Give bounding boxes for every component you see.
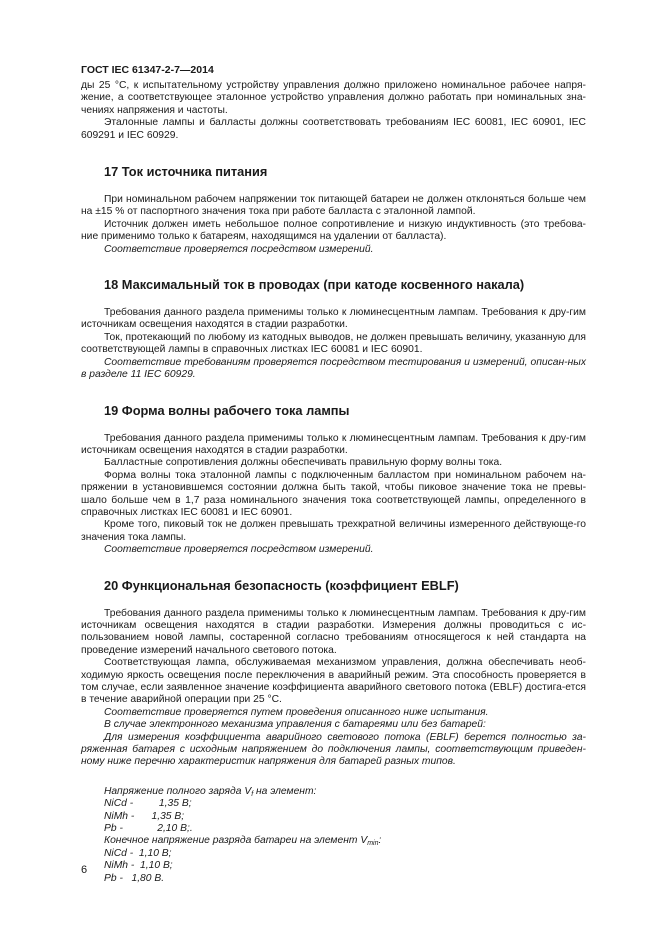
paragraph: Для измерения коэффициента аварийного светового потока (EBLF) берется полностью за-ряженная батарея с исходным напряжением до подключения лампы, соответствующим приведен-ному ниже перечню характеристик напряжения для батарей разных типов. [81,731,586,768]
paragraph: В случае электронного механизма управления с батареями или без батарей: [104,719,486,731]
list-item: NiMh - 1,10 В; [104,860,173,872]
compliance-note: Соответствие проверяется путем проведения описанного ниже испытания. [104,706,489,718]
compliance-note: Соответствие требованиям проверяется посредством тестирования и измерений, описан-ных в разделе 11 IEC 60929. [81,356,586,381]
section-18-title: 18 Максимальный ток в проводах (при катоде косвенного накала) [104,277,525,293]
paragraph: Источник должен иметь небольшое полное сопротивление и низкую индуктивность (это требова-ние применимо только к батареям, находящимся на удалении от балласта). [81,218,586,243]
list-item: Pb - 1,80 В. [104,872,165,884]
section-19-title: 19 Форма волны рабочего тока лампы [104,402,350,418]
list-item: NiMh - 1,35 В; [104,810,185,822]
paragraph: Соответствующая лампа, обслуживаемая механизмом управления, должна обеспечивать необ-ходимую яркость освещения после переключения в аварийный режим. Эта способность проверяется в том случае, если заявленное значение коэффициента аварийного светового потока (EBLF) достига-ется в течение аварийной операции при 25 °С. [81,657,586,706]
list-label: Конечное напряжение разряда батареи на элемент $V_{min}$: [104,835,382,848]
charge-voltage-list [104,786,586,885]
list-label: Напряжение полного заряда $V_f$ на элемент: [104,785,317,798]
compliance-note: Соответствие проверяется посредством измерений. [104,544,374,556]
paragraph: При номинальном рабочем напряжении ток питающей батареи не должен отклоняться больше чем на ±15 % от паспортного значения тока при работе балласта с эталонной лампой. [81,194,586,218]
paragraph: Кроме того, пиковый ток не должен превышать трехкратной величины измеренного действующе-го значения тока лампы. [81,519,586,543]
paragraph: Требования данного раздела применимы только к люминесцентным лампам. Требования к дру-гим источникам освещения находятся в стадии разработки. [81,432,586,456]
paragraph: Ток, протекающий по любому из катодных выводов, не должен превышать величину, указанную для соответствующей лампы в справочных листках IEC 60081 и IEC 60901. [81,331,586,356]
paragraph: Требования данного раздела применимы только к люминесцентным лампам. Требования к дру-гим источникам освещения находятся в стадии разработки. Измерения должны проводиться с ис-пользованием новой лампы, состаренной согласно требованиям относящегося к ней стандарта на проведение измерений начального светового потока. [81,607,586,656]
section-20-title: 20 Функциональная безопасность (коэффициент EBLF) [104,577,459,593]
paragraph: ды 25 °С, к испытательному устройству управления должно приложено номинальное рабочее напря-жение, а соответствующее эталонное устройство управления должно работать при номинальных зна-чениях напряжения и частоты. [81,80,586,116]
list-item: NiCd - 1,10 В; [104,847,172,859]
paragraph: Балластные сопротивления должны обеспечивать правильную форму волны тока. [104,457,503,469]
page-number: 6 [81,864,88,876]
paragraph: Эталонные лампы и балласты должны соответствовать требованиям IEC 60081, IEC 60901, IEC 609291 и IEC 60929. [81,117,586,141]
paragraph: Требования данного раздела применимы только к люминесцентным лампам. Требования к дру-гим источникам освещения находятся в стадии разработки. [81,307,586,331]
section-17-title: 17 Ток источника питания [104,164,268,180]
compliance-note: Соответствие проверяется посредством измерений. [104,243,374,255]
page-content [81,80,586,885]
list-item: NiCd - 1,35 В; [104,798,192,810]
document-header: ГОСТ IEC 61347-2-7—2014 [81,64,214,76]
paragraph: Форма волны тока эталонной лампы с подключенным балластом при номинальном рабочем на-пряжении в установившемся состоянии должна быть такой, чтобы пиковое значение тока не превы-шало больше чем в 1,7 раза номинального значения тока соответствующей лампы, определенного в справочных листках IEC 60081 и IEC 60901. [81,469,586,518]
list-item: Pb - 2,10 В;. [104,823,193,835]
